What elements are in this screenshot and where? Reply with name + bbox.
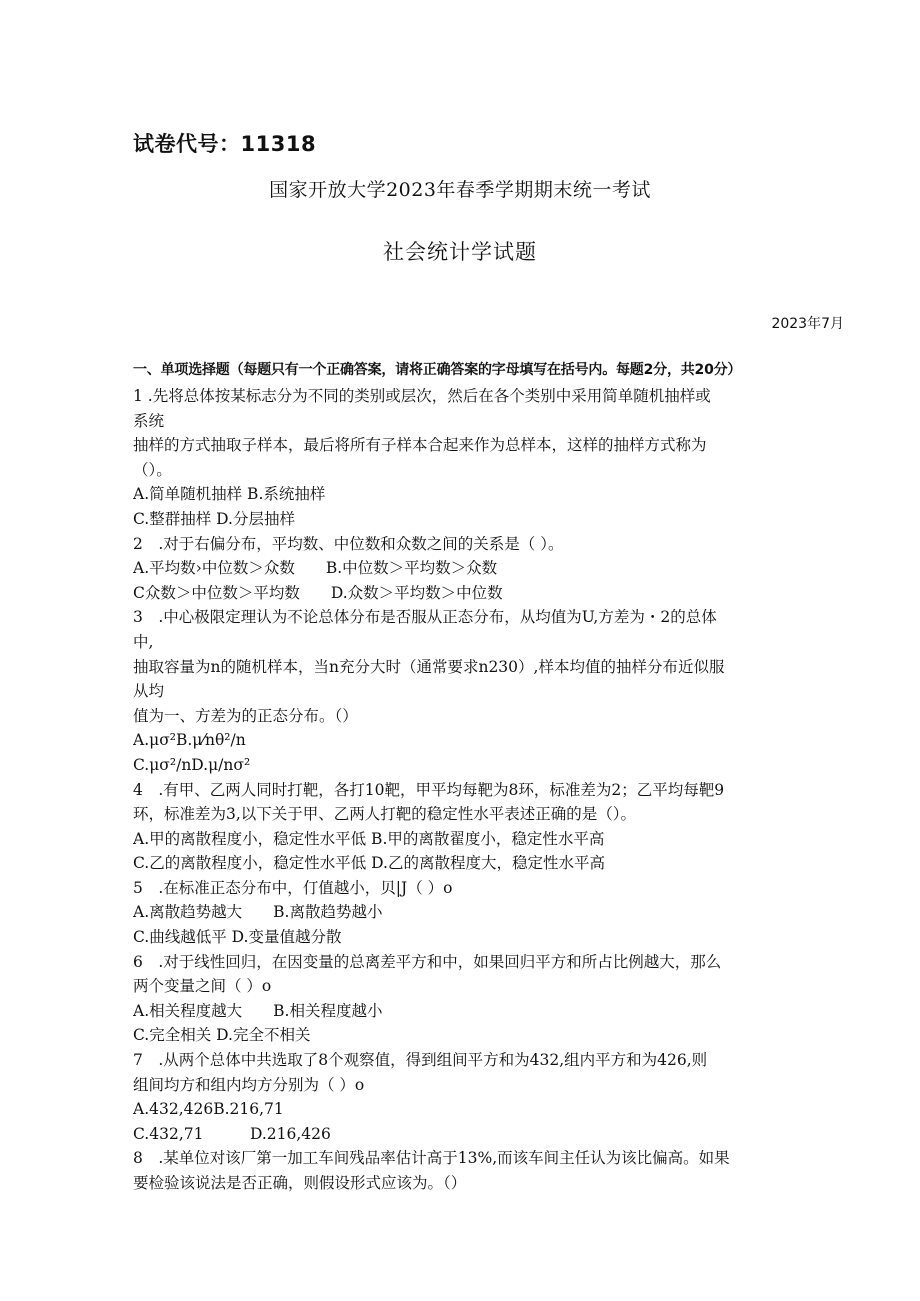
text-line: A.相关程度越大 B.相关程度越小 — [133, 1001, 383, 1020]
text-line: 2 .对于右偏分布，平均数、中位数和众数之间的关系是（ ）。 — [133, 534, 564, 553]
paper-code: 试卷代号：11318 — [133, 132, 317, 156]
text-line: C众数＞中位数＞平均数 D.众数＞平均数＞中位数 — [133, 583, 503, 602]
text-line: A.离散趋势越大 B.离散趋势越小 — [133, 903, 383, 922]
text-line: 值为一、方差为的正态分布。（） — [133, 706, 358, 725]
text-line: 8 .某单位对该厂第一加工车间残品率估计高于13%,而该车间主任认为该比偏高。如果 — [133, 1149, 730, 1168]
text-line: C.μσ²/nD.μ/nσ² — [133, 755, 251, 774]
text-line: 4 .有甲、乙两人同时打靶，各打10靶，甲平均每靶为8环，标准差为2；乙平均每靶9 — [133, 780, 725, 799]
text-line: 组间均方和组内均方分别为（ ）o — [133, 1075, 365, 1094]
text-line: 抽样的方式抽取子样本，最后将所有子样本合起来作为总样本，这样的抽样方式称为 — [133, 436, 707, 455]
paper-title: 社会统计学试题 — [383, 240, 537, 264]
text-line: 系统 — [133, 411, 165, 430]
text-line: 5 .在标准正态分布中，仃值越小，贝|J（ ）o — [133, 878, 453, 897]
text-line: C.432,71 D.216,426 — [133, 1124, 331, 1143]
text-line: 7 .从两个总体中共选取了8个观察值，得到组间平方和为432,组内平方和为426,则 — [133, 1051, 708, 1070]
text-line: A.甲的离散程度小，稳定性水平低 B.甲的离散翟度小，稳定性水平高 — [133, 829, 605, 848]
text-line: 抽取容量为n的随机样本，当n充分大时（通常要求n230）,样本均值的抽样分布近似服 — [133, 657, 725, 676]
text-line: 两个变量之间（ ）o — [133, 977, 272, 996]
text-line: C.完全相关 D.完全不相关 — [133, 1026, 311, 1045]
text-line: 3 .中心极限定理认为不论总体分布是否服从正态分布，从均值为U,方差为・2的总体 — [133, 608, 717, 627]
text-line: 中, — [133, 632, 154, 651]
text-line: （）。 — [133, 460, 172, 479]
text-line: A.平均数›中位数＞众数 B.中位数＞平均数＞众数 — [133, 559, 498, 578]
text-line: A.432,426B.216,71 — [133, 1100, 284, 1119]
text-line: A.简单随机抽样 B.系统抽样 — [133, 485, 326, 504]
text-line: C.曲线越低平 D.变量值越分散 — [133, 928, 342, 947]
text-line: 6 .对于线性回归，在因变量的总离差平方和中，如果回归平方和所占比例越大，那么 — [133, 952, 722, 971]
text-line: 环，标准差为3,以下关于甲、乙两人打靶的稳定性水平表述正确的是（）。 — [133, 805, 637, 824]
text-line: 1 .先将总体按某标志分为不同的类别或层次，然后在各个类别中采用简单随机抽样或 — [133, 387, 711, 405]
exam-title: 国家开放大学2023年春季学期期末统一考试 — [269, 179, 651, 201]
text-line: C.乙的离散程度小，稳定性水平低 D.乙的离散程度大，稳定性水平高 — [133, 854, 605, 873]
text-line: 从均 — [133, 682, 165, 701]
question-section — [133, 356, 845, 1196]
exam-date: 2023年7月 — [771, 316, 844, 332]
section-heading: 一、单项选择题（每题只有一个正确答案，请将正确答案的字母填写在括号内。每题2分，共20分） — [133, 362, 742, 378]
text-line: 要检验该说法是否正确，则假设形式应该为。（） — [133, 1174, 467, 1192]
text-line: C.整群抽样 D.分层抽样 — [133, 509, 295, 528]
text-line: A.μσ²B.μ⁄nθ²/n — [133, 731, 246, 750]
